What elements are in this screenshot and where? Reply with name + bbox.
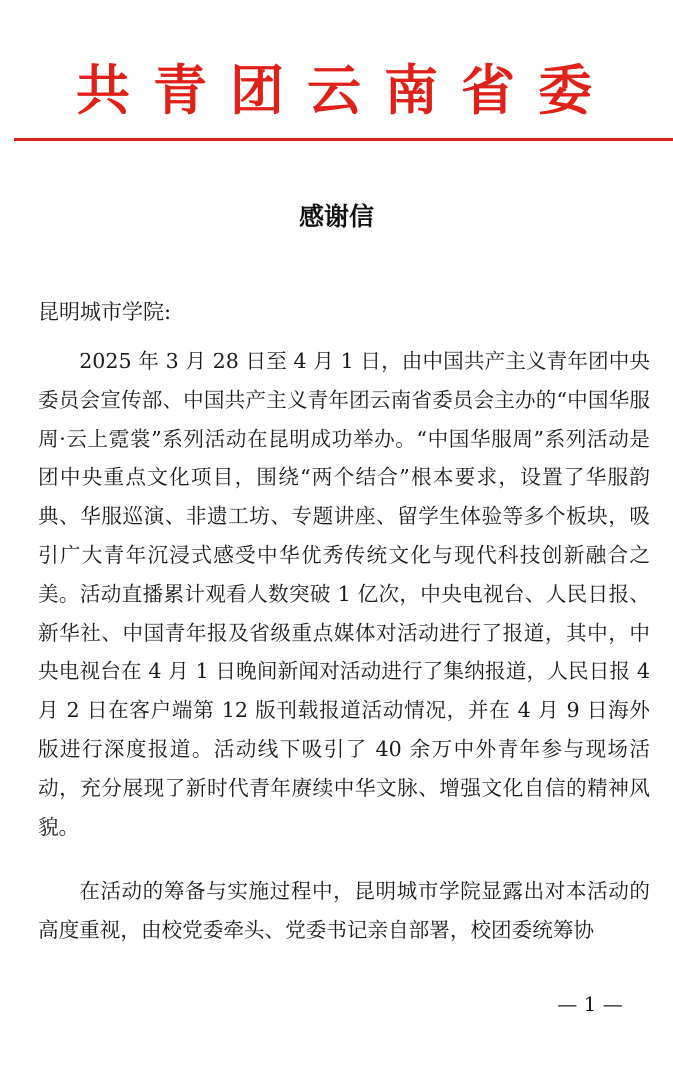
letterhead-organization: 共青团云南省委 — [76, 58, 615, 122]
body-paragraph-1: 2025 年 3 月 28 日至 4 月 1 日，由中国共产主义青年团中央委员会宣传部、中国共产主义青年团云南省委员会主办的“中国华服周·云上霓裳”系列活动在昆明成功举办。“中国华服周”系列活动是团中央重点文化项目，围绕“两个结合”根本要求，设置了华服韵典、华服巡演、非遗工坊、专题讲座、留学生体验等多个板块，吸引广大青年沉浸式感受中华优秀传统文化与现代科技创新融合之美。活动直播累计观看人数突破 1 亿次，中央电视台、人民日报、新华社、中国青年报及省级重点媒体对活动进行了报道，其中，中央电视台在 4 月 1 日晚间新闻对活动进行了集纳报道，人民日报 4 月 2 日在客户端第 12 版刊载报道活动情况，并在 4 月 9 日海外版进行深度报道。活动线下吸引了 40 余万中外青年参与现场活动，充分展现了新时代青年赓续中华文脉、增强文化自信的精神风貌。 — [38, 349, 650, 839]
document-title: 感谢信 — [298, 202, 374, 231]
body-paragraph-2: 在活动的筹备与实施过程中，昆明城市学院显露出对本活动的高度重视，由校党委牵头、党委书记亲自部署，校团委统筹协 — [38, 879, 650, 942]
page-number: — 1 — — [557, 992, 623, 1016]
letterhead-red-rule — [14, 138, 673, 141]
salutation: 昆明城市学院: — [38, 300, 172, 324]
